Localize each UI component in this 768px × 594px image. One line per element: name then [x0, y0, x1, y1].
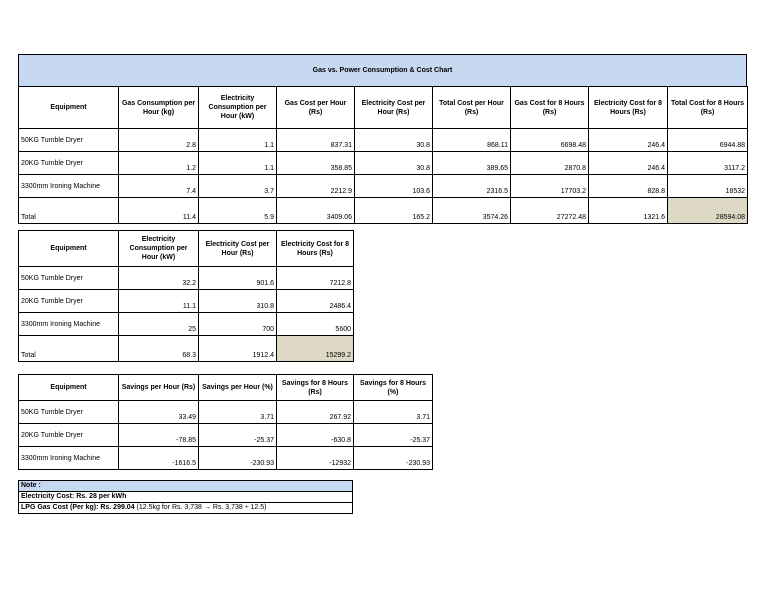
value-cell: 68.3 — [119, 336, 199, 362]
table-row — [19, 290, 354, 313]
value-cell: 165.2 — [355, 198, 433, 224]
value-cell: 2.8 — [119, 129, 199, 152]
value-cell: 2486.4 — [277, 290, 354, 313]
value-cell: 5600 — [277, 313, 354, 336]
column-header: Equipment — [19, 375, 119, 401]
value-cell: 6944.88 — [668, 129, 748, 152]
value-cell: 2212.9 — [277, 175, 355, 198]
column-header: Equipment — [19, 231, 119, 267]
equipment-cell: 3300mm Ironing Machine — [19, 313, 119, 336]
value-cell: 267.92 — [277, 401, 354, 424]
value-cell: 310.8 — [199, 290, 277, 313]
table-row — [19, 129, 748, 152]
value-cell: 25 — [119, 313, 199, 336]
column-header: Electricity Cost for 8 Hours (Rs) — [277, 231, 354, 267]
value-cell: 901.6 — [199, 267, 277, 290]
value-cell: -1616.5 — [119, 447, 199, 470]
equipment-cell: 3300mm Ironing Machine — [19, 447, 119, 470]
value-cell: 17703.2 — [511, 175, 589, 198]
value-cell: -12932 — [277, 447, 354, 470]
value-cell: -630.8 — [277, 424, 354, 447]
column-header: Electricity Cost for 8 Hours (Rs) — [589, 87, 668, 129]
value-cell: 11.4 — [119, 198, 199, 224]
value-cell: -230.93 — [354, 447, 433, 470]
lpg-cost-detail: (12.5kg for Rs. 3,738 → Rs. 3,738 ÷ 12.5) — [134, 504, 267, 511]
column-header: Gas Cost for 8 Hours (Rs) — [511, 87, 589, 129]
value-cell: 1.1 — [199, 129, 277, 152]
value-cell: 103.6 — [355, 175, 433, 198]
value-cell: 27272.48 — [511, 198, 589, 224]
value-cell: -25.37 — [199, 424, 277, 447]
value-cell: 18532 — [668, 175, 748, 198]
equipment-cell: 20KG Tumble Dryer — [19, 152, 119, 175]
total-row — [19, 198, 748, 224]
table-row — [19, 152, 748, 175]
value-cell: 6698.48 — [511, 129, 589, 152]
table-header-row — [19, 231, 354, 267]
equipment-cell: 50KG Tumble Dryer — [19, 129, 119, 152]
note-box — [18, 480, 353, 514]
equipment-cell: Total — [19, 336, 119, 362]
value-cell: 3.7 — [199, 175, 277, 198]
value-cell: 828.8 — [589, 175, 668, 198]
lpg-cost-note — [19, 503, 353, 514]
table-row — [19, 313, 354, 336]
value-cell: 11.1 — [119, 290, 199, 313]
column-header: Savings for 8 Hours (%) — [354, 375, 433, 401]
value-cell: 7.4 — [119, 175, 199, 198]
value-cell: 2316.5 — [433, 175, 511, 198]
column-header: Electricity Consumption per Hour (kW) — [119, 231, 199, 267]
column-header: Savings per Hour (Rs) — [119, 375, 199, 401]
column-header: Electricity Cost per Hour (Rs) — [199, 231, 277, 267]
value-cell: 700 — [199, 313, 277, 336]
value-cell: 1.1 — [199, 152, 277, 175]
value-cell: 5.9 — [199, 198, 277, 224]
table-row — [19, 447, 433, 470]
electricity-cost-note: Electricity Cost: Rs. 28 per kWh — [19, 492, 353, 503]
value-cell: 389.65 — [433, 152, 511, 175]
value-cell: -25.37 — [354, 424, 433, 447]
equipment-cell: Total — [19, 198, 119, 224]
value-cell: 32.2 — [119, 267, 199, 290]
equipment-cell: 50KG Tumble Dryer — [19, 401, 119, 424]
value-cell: 246.4 — [589, 152, 668, 175]
table-row — [19, 267, 354, 290]
value-cell: 246.4 — [589, 129, 668, 152]
table-row — [19, 424, 433, 447]
value-cell: 30.8 — [355, 129, 433, 152]
value-cell: 1.2 — [119, 152, 199, 175]
table-header-row — [19, 87, 748, 129]
value-cell: 3117.2 — [668, 152, 748, 175]
column-header: Savings for 8 Hours (Rs) — [277, 375, 354, 401]
value-cell: 7212.8 — [277, 267, 354, 290]
equipment-cell: 3300mm Ironing Machine — [19, 175, 119, 198]
value-cell: 30.8 — [355, 152, 433, 175]
column-header: Electricity Cost per Hour (Rs) — [355, 87, 433, 129]
value-cell: 358.85 — [277, 152, 355, 175]
highlighted-total-cell: 28594.08 — [668, 198, 748, 224]
column-header: Total Cost for 8 Hours (Rs) — [668, 87, 748, 129]
column-header: Electricity Consumption per Hour (kW) — [199, 87, 277, 129]
lpg-cost-label: LPG Gas Cost (Per kg): Rs. 299.04 — [21, 504, 135, 511]
value-cell: 3409.06 — [277, 198, 355, 224]
value-cell: 1912.4 — [199, 336, 277, 362]
total-row — [19, 336, 354, 362]
value-cell: 2870.8 — [511, 152, 589, 175]
equipment-cell: 20KG Tumble Dryer — [19, 424, 119, 447]
highlighted-total-cell: 15299.2 — [277, 336, 354, 362]
equipment-cell: 50KG Tumble Dryer — [19, 267, 119, 290]
value-cell: 837.31 — [277, 129, 355, 152]
value-cell: 1321.6 — [589, 198, 668, 224]
column-header: Savings per Hour (%) — [199, 375, 277, 401]
value-cell: 33.49 — [119, 401, 199, 424]
column-header: Gas Cost per Hour (Rs) — [277, 87, 355, 129]
column-header: Equipment — [19, 87, 119, 129]
electric-only-table — [18, 230, 354, 362]
page-title: Gas vs. Power Consumption & Cost Chart — [19, 55, 747, 87]
value-cell: 3574.26 — [433, 198, 511, 224]
column-header: Total Cost per Hour (Rs) — [433, 87, 511, 129]
savings-table — [18, 374, 433, 470]
table-row — [19, 175, 748, 198]
value-cell: 3.71 — [354, 401, 433, 424]
value-cell: 3.71 — [199, 401, 277, 424]
gas-vs-power-table — [18, 86, 748, 224]
chart-title-banner — [18, 54, 747, 87]
table-row — [19, 401, 433, 424]
column-header: Gas Consumption per Hour (kg) — [119, 87, 199, 129]
value-cell: 868.11 — [433, 129, 511, 152]
note-heading: Note : — [19, 481, 353, 492]
table-header-row — [19, 375, 433, 401]
equipment-cell: 20KG Tumble Dryer — [19, 290, 119, 313]
value-cell: -78.85 — [119, 424, 199, 447]
value-cell: -230.93 — [199, 447, 277, 470]
